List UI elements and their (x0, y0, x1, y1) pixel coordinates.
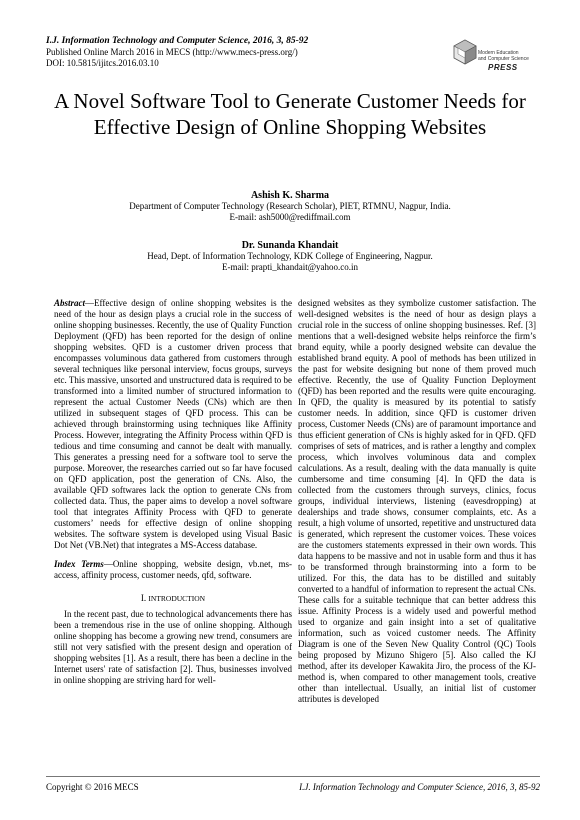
author-name: Ashish K. Sharma (250, 190, 330, 201)
publication-info: Published Online March 2016 in MECS (http://www.mecs-press.org/) (46, 47, 298, 57)
doi: DOI: 10.5815/ijitcs.2016.03.10 (46, 58, 159, 68)
abstract (54, 298, 292, 551)
author-email[interactable]: E-mail: prapti_khandait@yahoo.co.in (221, 262, 358, 272)
footer-copyright: Copyright © 2016 MECS (46, 782, 139, 792)
section-number: I. (140, 593, 149, 603)
section-title: INTRODUCTION (148, 594, 206, 603)
logo-text (478, 50, 529, 62)
author-block-2 (40, 240, 540, 273)
author-block-1 (40, 190, 540, 223)
logo-line-2: and Computer Science (478, 56, 529, 62)
journal-header (46, 36, 308, 69)
page-footer (46, 776, 540, 792)
left-column (54, 298, 292, 686)
section-heading (54, 593, 292, 604)
abstract-text: —Effective design of online shopping websites is the need of the hour as design plays a crucial role in the success of online shopping businesses. Recently, the use of Quality Function Deployment (QFD) has been reported for the design of online shopping websites. QFD is a customer driven process that encompasses voluminous data gathered from customers through several techniques like personal interview, focus groups, surveys etc. This massive, unsorted and unstructured data is required to be transformed into a limited number of structured information to represent the actual Customer Needs (CNs) which are then utilized in subsequent stages of QFD process. This can be achieved through brainstorming using techniques like Affinity Process. However, integrating the Affinity Process within QFD is tedious and time consuming and cannot be dealt with manually. This generates a pressing need for a software tool to serve the purpose. Moreover, the researches carried out so far have focused on QFD application, post the generation of CNs. Also, the available QFD softwares lack the option to generate CNs from collected data. Thus, the paper aims to develop a novel software tool that integrates Affinity Process with QFD to generate customers’ needs for effective design of online shopping websites. The software system is developed using Visual Basic Dot Net (VB.Net) that integrates a MS-Access database. (54, 298, 292, 550)
index-terms-text: —Online shopping, website design, vb.net, ms-access, affinity process, customer needs, qfd, software. (54, 559, 292, 580)
right-column (298, 298, 536, 705)
logo-line-1: Modern Education (478, 50, 519, 56)
footer-journal: I.J. Information Technology and Computer Science, 2016, 3, 85-92 (299, 782, 540, 792)
author-name: Dr. Sunanda Khandait (241, 240, 339, 251)
paper-title: A Novel Software Tool to Generate Customer Needs for Effective Design of Online Shopping Websites (54, 89, 526, 139)
logo-press: PRESS (488, 63, 518, 72)
journal-name: I.J. Information Technology and Computer Science, 2016, 3, 85-92 (46, 36, 309, 46)
intro-paragraph: In the recent past, due to technological advancements there has been a tremendous rise in the use of online shopping. Although online shopping has become a growing new trend, consumers are still not very satisfied with the present design and operation of shopping websites [1]. As a result, there has been a decline in the Internet users' rate of satisfaction [2]. Thus, businesses involved in online shopping are striving hard for well- (54, 609, 292, 685)
cube-logo-icon (452, 38, 478, 68)
author-affiliation: Department of Computer Technology (Research Scholar), PIET, RTMNU, Nagpur, India. (129, 201, 451, 211)
abstract-label: Abstract (54, 298, 86, 308)
index-terms (54, 559, 292, 581)
author-email[interactable]: E-mail: ash5000@rediffmail.com (229, 212, 351, 222)
body-paragraph: designed websites as they symbolize customer satisfaction. The well-designed websites is the need of hour as design plays a crucial role in the success of online shopping businesses. Ref. [3] mentions that a well-designed website helps reinforce the firm’s brand equity, while a poorly designed website can devalue the established brand equity. A pool of methods has been utilized in the past for website designing but none of them proved much effective. Recently, the use of Quality Function Deployment (QFD) has been reported and the results were quite encouraging. In QFD, the quality is measured by its potential to satisfy customer needs. In addition, since QFD is customer driven process, Customer Needs (CNs) are of paramount importance and thus efficient generation of CNs is highly asked for in QFD. QFD comprises of sets of matrices, and is rather a lengthy and complex process, which involves voluminous data and complex calculations. As a result, dealing with the data manually is quite cumbersome and time consuming [4]. In QFD the data is collected from the customers through surveys, clinics, focus groups, individual interviews, listening (eavesdropping) at dealerships and trade shows, consumer complaints, etc. As a result, a high volume of unsorted, repetitive and unstructured data is generated, which represent the customer voices. These voices are the customers statements expressed in their own words. This data happens to be massive and not in usable form and thus it has to be transformed through brainstorming into a form to be utilized. For this, the data has to be distilled and suitably converted to a handful of information to represent the actual CNs. These calls for a suitable technique that can better address this issue. Affinity Process is a widely used and powerful method used to organize and gain insight into a set of qualitative information, such as voiced customer needs. The Affinity Diagram is one of the Seven New Quality Control (QC) Tools being proposed by Mizuno Shigero [5]. Also called the KJ method, after its developer Kawakita Jiro, the process of the KJ-method is, when compared to other management tools, creative other than intellectual. Usually, an initial list of customer attributes is developed (298, 298, 536, 704)
author-affiliation: Head, Dept. of Information Technology, KDK College of Engineering, Nagpur. (147, 251, 433, 261)
index-terms-label: Index Terms (54, 559, 104, 569)
publisher-logo (452, 36, 542, 80)
